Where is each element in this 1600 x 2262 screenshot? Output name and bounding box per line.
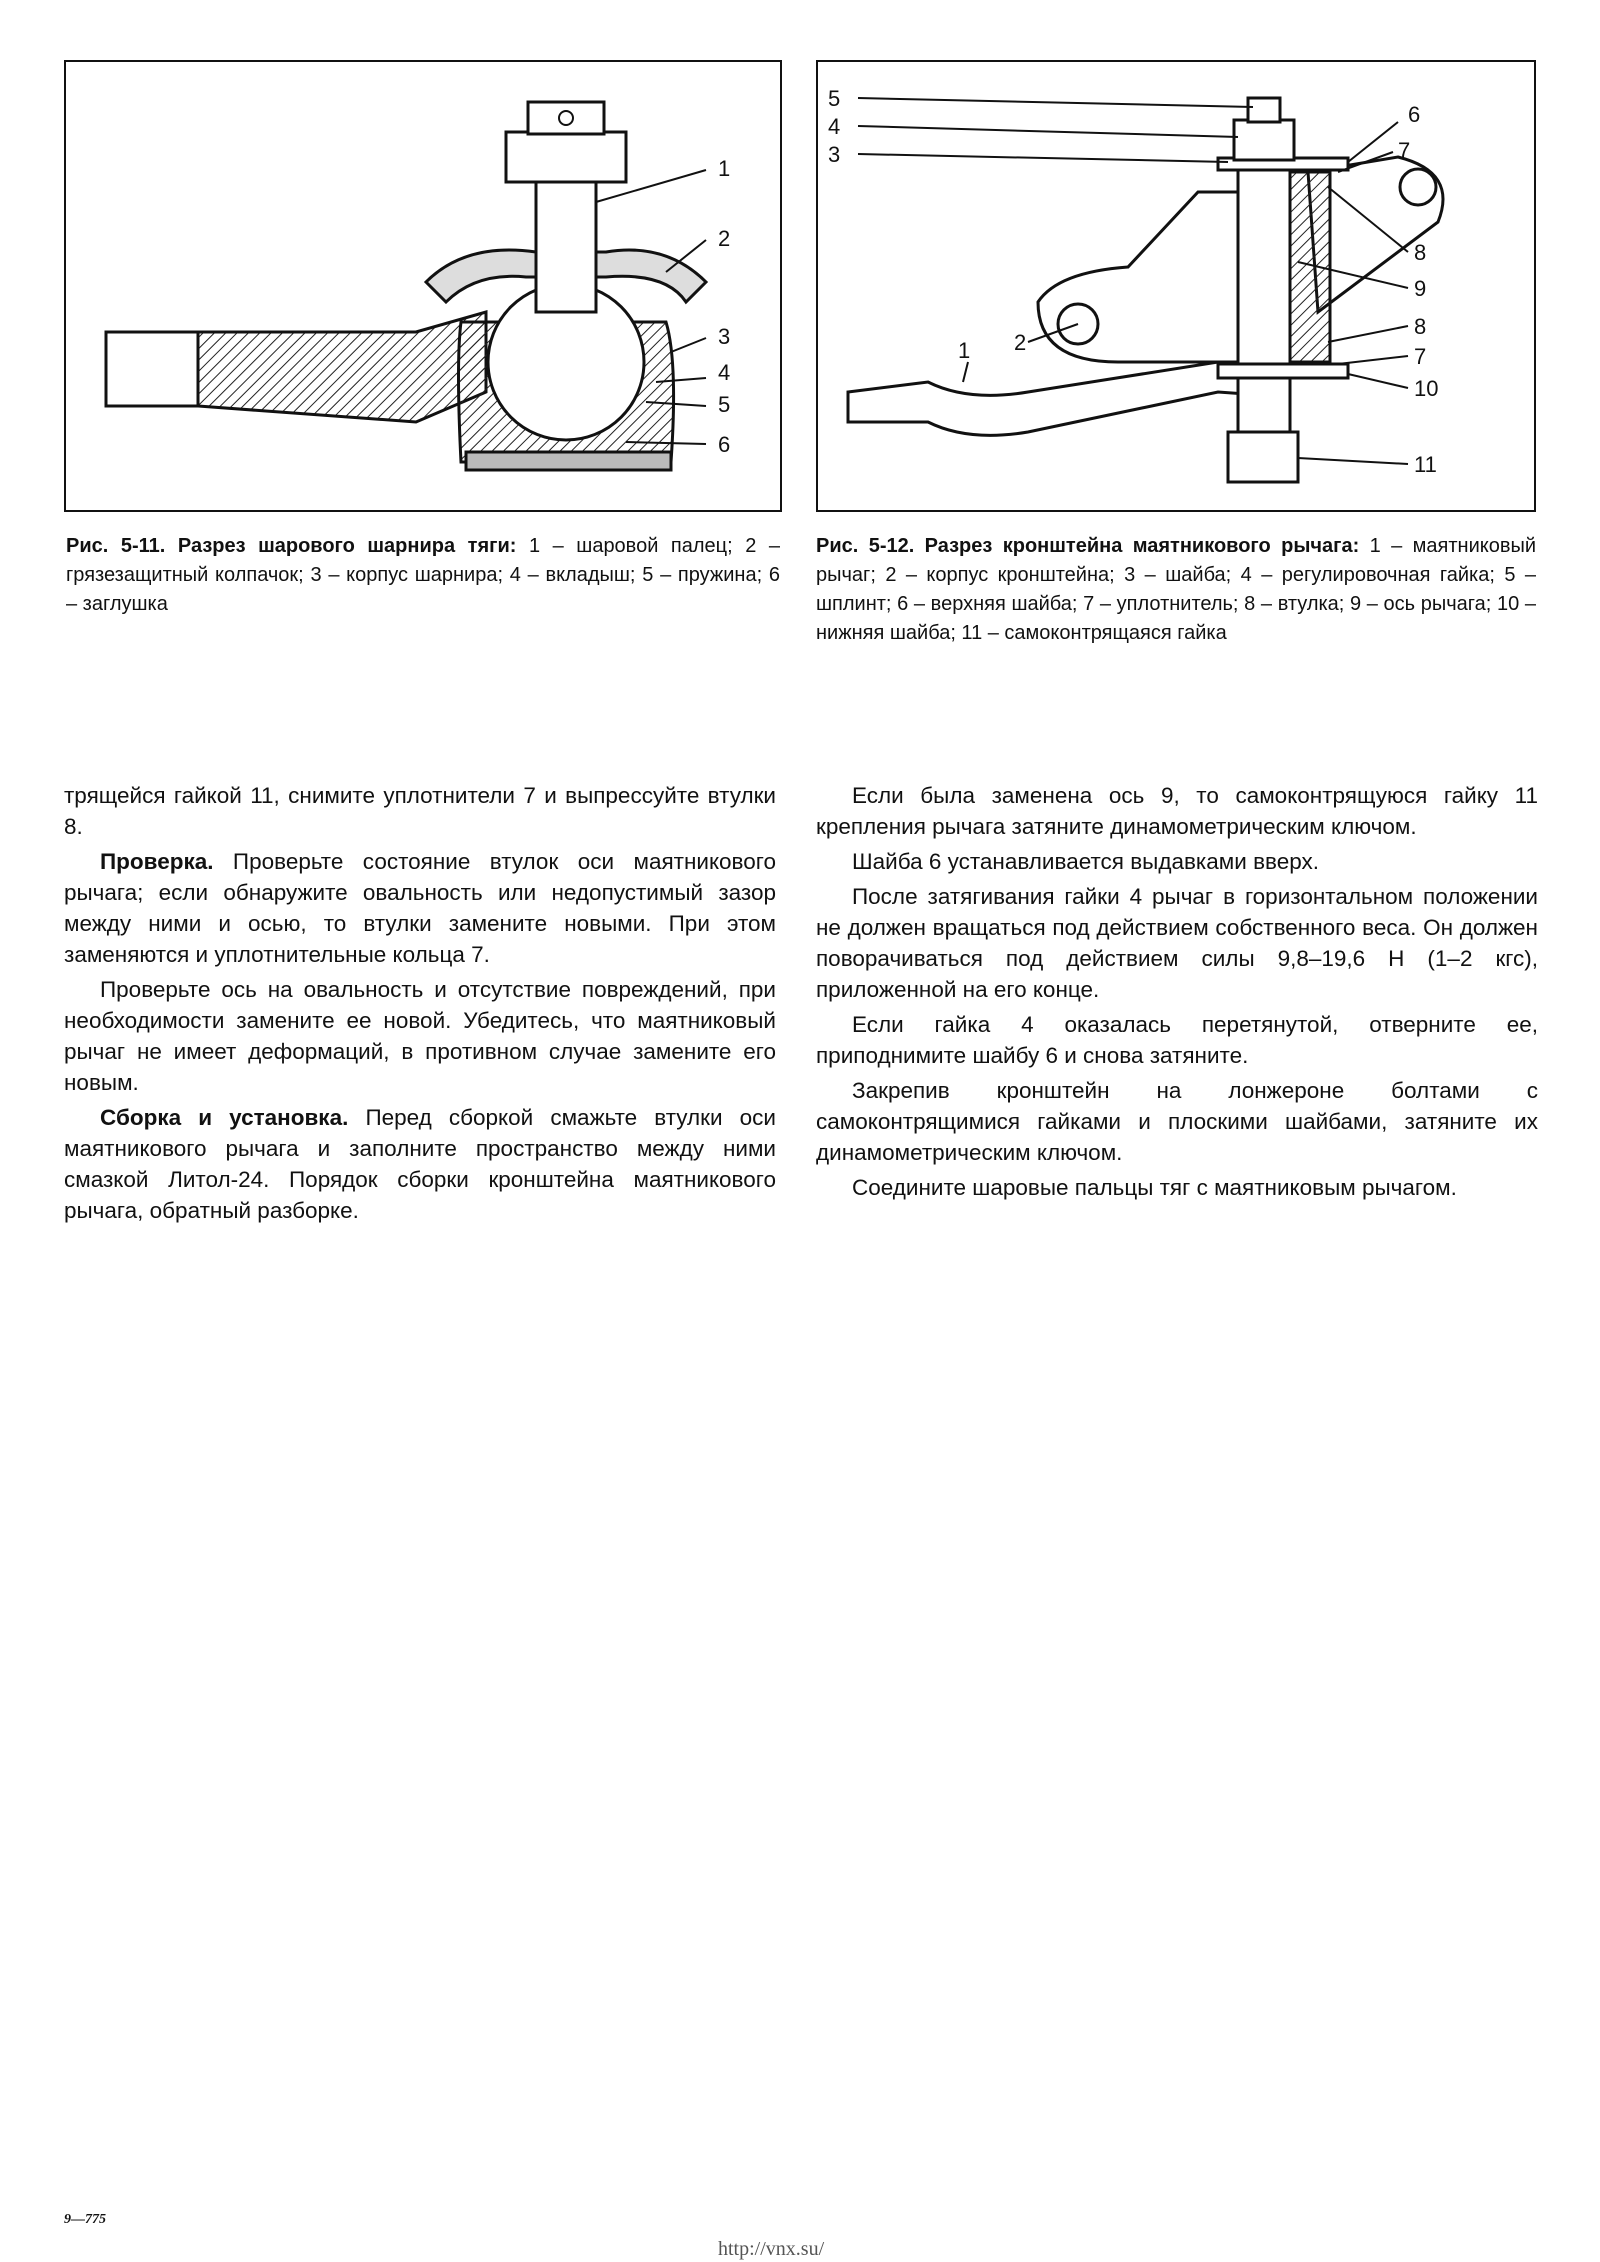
fig2-label-8-bottom: 8 bbox=[1414, 314, 1427, 339]
fig2-label-11: 11 bbox=[1414, 452, 1437, 477]
left-paragraph-3: Проверьте ось на овальность и отсутствие повреждений, при необходимости замените ее новой. Убедитесь, что маятниковый рычаг не имеет деформаций, в противном случае замените его новым. bbox=[64, 977, 776, 1095]
pendulum-arm-bracket-drawing bbox=[818, 62, 1534, 510]
fig2-label-8-top: 8 bbox=[1414, 240, 1427, 265]
page-number: 9—775 bbox=[64, 2212, 106, 2227]
fig2-label-4: 4 bbox=[828, 114, 841, 139]
fig1-label-2: 2 bbox=[718, 226, 731, 251]
figure-5-11-caption-title: Рис. 5-11. Разрез шарового шарнира тяги: bbox=[66, 535, 517, 557]
fig2-label-9: 9 bbox=[1414, 276, 1427, 301]
fig1-label-3: 3 bbox=[718, 324, 731, 349]
right-column bbox=[816, 780, 1538, 1207]
right-paragraph-4: Если гайка 4 оказалась перетянутой, отверните ее, приподнимите шайбу 6 и снова затяните. bbox=[816, 1012, 1538, 1068]
fig2-label-7-bottom: 7 bbox=[1414, 344, 1427, 369]
fig1-label-4: 4 bbox=[718, 360, 731, 385]
figure-5-11-caption bbox=[66, 532, 780, 619]
fig2-label-7-top: 7 bbox=[1398, 138, 1411, 163]
fig2-label-10: 10 bbox=[1414, 376, 1439, 401]
right-paragraph-5: Закрепив кронштейн на лонжероне болтами с самоконтрящимися гайками и плоскими шайбами, затяните их динамометрическим ключом. bbox=[816, 1078, 1538, 1165]
fig2-label-1: 1 bbox=[958, 338, 971, 363]
figure-5-12 bbox=[816, 60, 1536, 512]
fig1-label-1: 1 bbox=[718, 156, 731, 181]
figure-5-12-caption bbox=[816, 532, 1536, 648]
right-paragraph-1: Если была заменена ось 9, то самоконтрящуюся гайку 11 крепления рычага затяните динамометрическим ключом. bbox=[816, 783, 1538, 839]
figure-5-12-caption-text: 1 – маятниковый рычаг; 2 – корпус кронштейна; 3 – шайба; 4 – регулировочная гайка; 5 – шплинт; 6 – верхняя шайба; 7 – уплотнитель; 8 – втулка; 9 – ось рычага; 10 – нижняя шайба; 11 – самоконтрящаяся гайка bbox=[816, 535, 1537, 644]
left-paragraph-1: трящейся гайкой 11, снимите уплотнители 7 и выпрессуйте втулки 8. bbox=[64, 783, 776, 839]
fig2-label-3: 3 bbox=[828, 142, 841, 167]
fig1-label-5: 5 bbox=[718, 392, 731, 417]
left-paragraph-4-text: Перед сборкой смажьте втулки оси маятникового рычага и заполните пространство между ними смазкой Литол-24. Порядок сборки кронштейна маятникового рычага, обратный разборке. bbox=[64, 1105, 776, 1223]
fig2-label-6: 6 bbox=[1408, 102, 1421, 127]
footer-url[interactable]: http://vnx.su/ bbox=[718, 2238, 825, 2260]
ball-joint-drawing bbox=[66, 62, 780, 510]
section-heading-assembly: Сборка и установка. bbox=[100, 1105, 349, 1130]
fig2-label-2: 2 bbox=[1014, 330, 1027, 355]
right-paragraph-6: Соедините шаровые пальцы тяг с маятниковым рычагом. bbox=[852, 1175, 1457, 1200]
fig2-label-5: 5 bbox=[828, 86, 841, 111]
figure-5-11-caption-text: 1 – шаровой палец; 2 – грязезащитный колпачок; 3 – корпус шарнира; 4 – вкладыш; 5 – пружина; 6 – заглушка bbox=[66, 535, 781, 615]
left-column bbox=[64, 780, 776, 1230]
right-paragraph-3: После затягивания гайки 4 рычаг в горизонтальном положении не должен вращаться под действием собственного веса. Он должен поворачиваться под действием силы 9,8–19,6 Н (1–2 кгс), приложенной на его конце. bbox=[816, 884, 1538, 1002]
left-paragraph-2 bbox=[64, 846, 776, 970]
figure-5-11 bbox=[64, 60, 782, 512]
figure-5-12-caption-title: Рис. 5-12. Разрез кронштейна маятникового рычага: bbox=[816, 535, 1360, 557]
fig1-label-6: 6 bbox=[718, 432, 731, 457]
section-heading-check: Проверка. bbox=[100, 849, 214, 874]
right-paragraph-2: Шайба 6 устанавливается выдавками вверх. bbox=[852, 849, 1319, 874]
left-paragraph-4 bbox=[64, 1102, 776, 1226]
left-paragraph-2-text: Проверьте состояние втулок оси маятникового рычага; если обнаружите овальность или недопустимый зазор между ними и осью, то втулки замените новыми. При этом заменяются и уплотнительные кольца 7. bbox=[64, 849, 776, 967]
